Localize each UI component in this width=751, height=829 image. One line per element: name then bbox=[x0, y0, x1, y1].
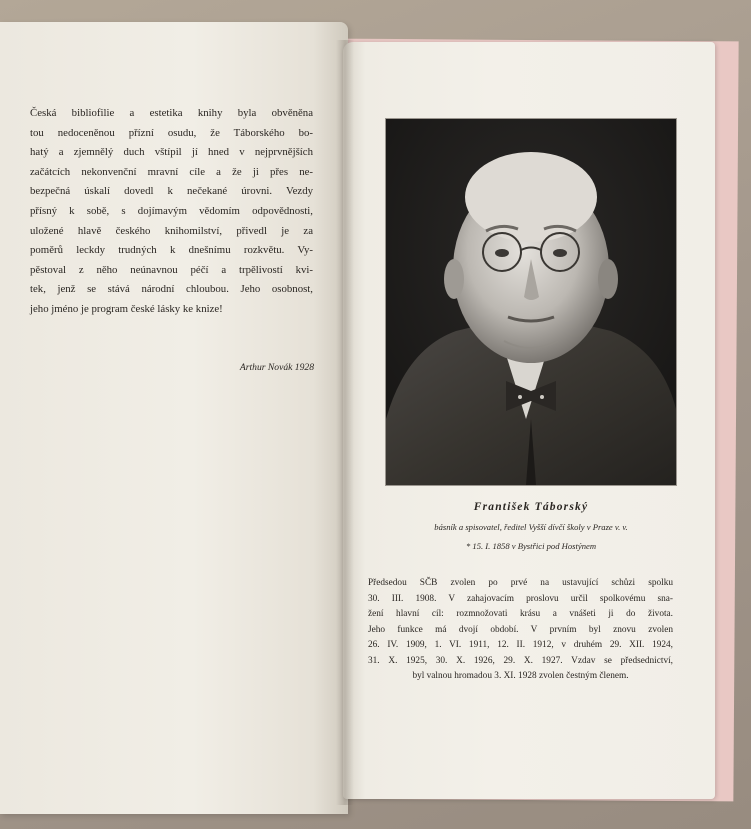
notes-line: 26. IV. 1909, 1. VI. 1911, 12. II. 1912, v druhém 29. XII. 1924, bbox=[368, 640, 673, 650]
caption-birth: * 15. I. 1858 v Bystřici pod Hostýnem bbox=[465, 541, 597, 551]
book-gutter bbox=[336, 40, 354, 805]
quote-line: přísný k sobě, s dojímavým vědomím odpovědnosti, bbox=[30, 204, 313, 217]
quote-line: pěstoval z něho neúnavnou péčí a trpělivostí kvi- bbox=[30, 263, 313, 276]
quote-line: bezpečná úskalí dovedl k nečekané úrovni. Vezdy bbox=[30, 185, 313, 198]
quote-line: jeho jméno je program české lásky ke knize! bbox=[30, 302, 223, 315]
notes-line: 31. X. 1925, 30. X. 1926, 29. X. 1927. Vzdav se předsednictví, bbox=[368, 655, 673, 666]
portrait-photo bbox=[386, 119, 676, 485]
notes-line: 30. III. 1908. V zahajovacím proslovu určil spolkovému sna- bbox=[368, 593, 673, 604]
notes-line: Předsedou SČB zvolen po prvé na ustavující schůzi spolku bbox=[368, 578, 673, 588]
quote-line: poměrů leckdy trudných k dnešnímu rozkvětu. Vy- bbox=[30, 244, 313, 257]
biography-notes bbox=[368, 576, 673, 685]
notes-line: Jeho funkce má dvojí období. V prvním byl znovu zvolen bbox=[368, 624, 673, 635]
quote-paragraph bbox=[30, 104, 313, 320]
quote-signature: Arthur Novák 1928 bbox=[239, 362, 314, 373]
quote-line: uložené hlavě českého knihomilství, přivedl je za bbox=[30, 224, 313, 237]
quote-line: Česká bibliofilie a estetika knihy byla obvěněna bbox=[30, 107, 313, 119]
quote-line: hatý a zjemnělý duch vštípil jí hned v nejprvnějších bbox=[30, 146, 313, 159]
notes-line: byl valnou hromadou 3. XI. 1928 zvolen čestným členem. bbox=[412, 671, 629, 681]
quote-line: tek, jenž se stává národní chloubou. Jeho osobnost, bbox=[30, 283, 313, 296]
quote-line: tou nedoceněnou přízní osudu, že Táborského bo- bbox=[30, 126, 313, 139]
quote-line: začátcích nekonvenční mravní cíle a že ji přes ne- bbox=[30, 165, 313, 178]
caption-name: František Táborský bbox=[473, 501, 589, 513]
caption-role: básník a spisovatel, ředitel Vyšší dívčí školy v Praze v. v. bbox=[434, 522, 628, 532]
notes-line: žení hlavní cíl: rozmnožovati krásu a vnášeti ji do života. bbox=[368, 609, 673, 619]
